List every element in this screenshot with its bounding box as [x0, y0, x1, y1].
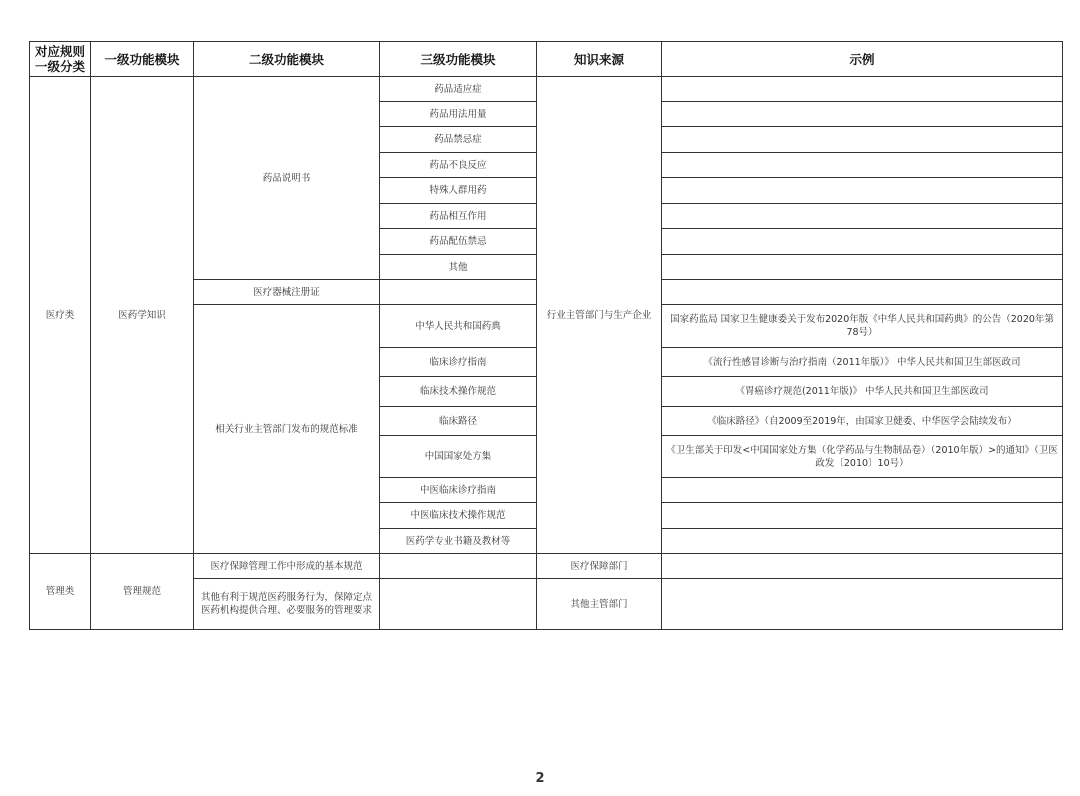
module3-cell: 中医临床诊疗指南: [380, 478, 537, 503]
table-row: [30, 554, 1063, 579]
page-number: 2: [535, 771, 545, 786]
header-module-2: 二级功能模块: [194, 42, 380, 77]
module3-cell: [380, 554, 537, 579]
module3-cell: 药品禁忌症: [380, 127, 537, 153]
module3-cell: [380, 280, 537, 305]
header-category: 对应规则一级分类: [30, 42, 91, 77]
module3-cell: 药品相互作用: [380, 204, 537, 229]
category-cell: 管理类: [30, 554, 91, 630]
example-cell: [662, 204, 1063, 229]
module2-cell: 其他有利于规范医药服务行为，保障定点医药机构提供合理、必要服务的管理要求: [194, 579, 380, 630]
module3-cell: 药品适应症: [380, 77, 537, 102]
module1-cell: 医药学知识: [91, 77, 194, 554]
header-source: 知识来源: [537, 42, 662, 77]
example-cell: [662, 503, 1063, 529]
rules-table: [29, 41, 1063, 630]
example-cell: [662, 579, 1063, 630]
source-cell: 其他主管部门: [537, 579, 662, 630]
header-row: [30, 42, 1063, 77]
table-row: [30, 77, 1063, 102]
example-cell: 《流行性感冒诊断与治疗指南（2011年版）》 中华人民共和国卫生部医政司: [662, 348, 1063, 377]
example-cell: 国家药监局 国家卫生健康委关于发布2020年版《中华人民共和国药典》的公告（2020年第78号）: [662, 305, 1063, 348]
example-cell: [662, 153, 1063, 178]
source-cell: 行业主管部门与生产企业: [537, 77, 662, 554]
module3-cell: 临床诊疗指南: [380, 348, 537, 377]
example-cell: [662, 554, 1063, 579]
module3-cell: 临床路径: [380, 407, 537, 436]
example-cell: [662, 229, 1063, 255]
header-module-1: 一级功能模块: [91, 42, 194, 77]
example-cell: [662, 77, 1063, 102]
module3-cell: 医药学专业书籍及教材等: [380, 529, 537, 554]
example-cell: [662, 102, 1063, 127]
example-cell: [662, 280, 1063, 305]
module3-cell: 中华人民共和国药典: [380, 305, 537, 348]
module1-cell: 管理规范: [91, 554, 194, 630]
header-example: 示例: [662, 42, 1063, 77]
module3-cell: 中国国家处方集: [380, 436, 537, 478]
example-cell: [662, 127, 1063, 153]
example-cell: [662, 529, 1063, 554]
module3-cell: 其他: [380, 255, 537, 280]
module3-cell: 药品不良反应: [380, 153, 537, 178]
module2-cell: 医疗保障管理工作中形成的基本规范: [194, 554, 380, 579]
module3-cell: [380, 579, 537, 630]
header-module-3: 三级功能模块: [380, 42, 537, 77]
example-cell: [662, 478, 1063, 503]
module2-cell: 医疗器械注册证: [194, 280, 380, 305]
example-cell: [662, 178, 1063, 204]
example-cell: 《临床路径》（自2009至2019年，由国家卫健委、中华医学会陆续发布）: [662, 407, 1063, 436]
module3-cell: 药品用法用量: [380, 102, 537, 127]
module3-cell: 药品配伍禁忌: [380, 229, 537, 255]
module2-cell: 相关行业主管部门发布的规范标准: [194, 305, 380, 554]
module3-cell: 临床技术操作规范: [380, 377, 537, 407]
source-cell: 医疗保障部门: [537, 554, 662, 579]
example-cell: [662, 255, 1063, 280]
category-cell: 医疗类: [30, 77, 91, 554]
module3-cell: 中医临床技术操作规范: [380, 503, 537, 529]
example-cell: 《卫生部关于印发<中国国家处方集（化学药品与生物制品卷）（2010年版）>的通知》（卫医政发〔2010〕10号）: [662, 436, 1063, 478]
module2-cell: 药品说明书: [194, 77, 380, 280]
example-cell: 《胃癌诊疗规范(2011年版)》 中华人民共和国卫生部医政司: [662, 377, 1063, 407]
module3-cell: 特殊人群用药: [380, 178, 537, 204]
